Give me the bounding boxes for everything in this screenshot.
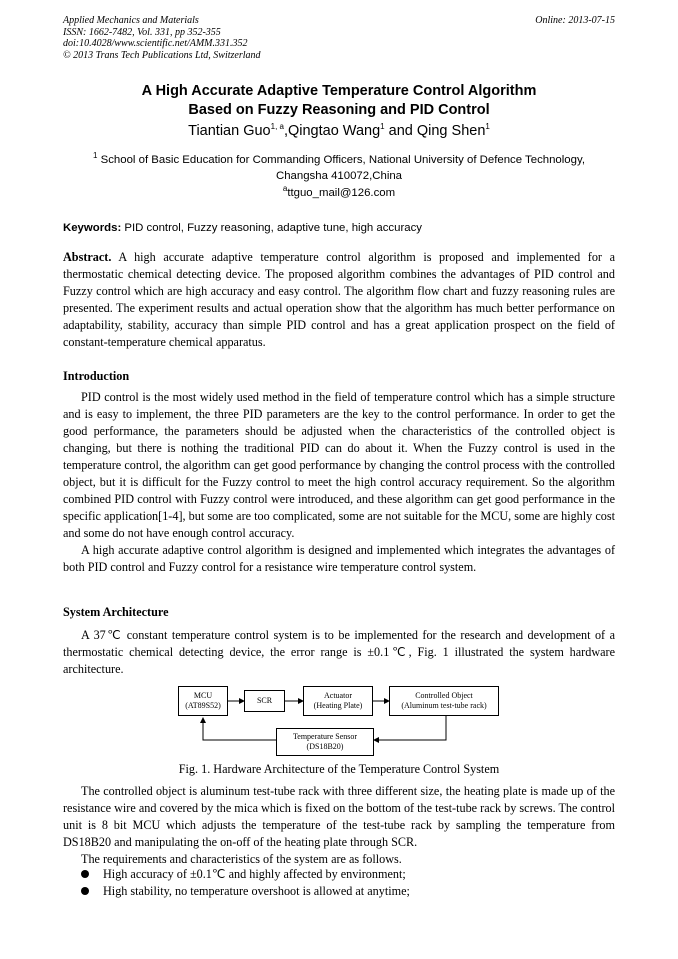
- keywords-label: Keywords:: [63, 222, 122, 234]
- author-3: and Qing Shen: [384, 123, 486, 139]
- requirement-1: High accuracy of ±0.1℃ and highly affected by environment;: [103, 867, 406, 881]
- author-1: Tiantian Guo: [188, 123, 271, 139]
- sensor-model: (DS18B20): [306, 742, 344, 751]
- list-item: [63, 883, 615, 900]
- keywords: [63, 222, 615, 234]
- scr-label: SCR: [256, 696, 273, 705]
- copyright-line: © 2013 Trans Tech Publications Ltd, Switzerland: [63, 49, 261, 61]
- journal-header: [63, 15, 261, 61]
- title-line-2: Based on Fuzzy Reasoning and PID Control: [188, 101, 490, 118]
- system-paragraph-3: The requirements and characteristics of the system are as follows.: [81, 852, 402, 866]
- affiliation: [63, 152, 615, 184]
- title-line-1: A High Accurate Adaptive Temperature Control Algorithm: [141, 83, 537, 99]
- introduction-heading: Introduction: [63, 369, 130, 383]
- actuator-block: [303, 686, 373, 716]
- author-email[interactable]: [0, 184, 678, 199]
- doi-line: doi:10.4028/www.scientific.net/AMM.331.352: [63, 38, 248, 49]
- email-sup: a: [282, 184, 288, 194]
- system-paragraph-1: A 37℃ constant temperature control system is to be implemented for the research and development of a thermostatic chemical detecting device, the error range is ±0.1℃, Fig. 1 illustrated the system hardware architecture.: [63, 628, 615, 676]
- author-2-sup: 1: [380, 122, 385, 132]
- author-list: [0, 123, 678, 139]
- affiliation-line-1: School of Basic Education for Commanding Officers, National University of Defence Technology,: [97, 154, 585, 166]
- arrow-object-sensor: [374, 716, 446, 740]
- introduction-paragraph-1: PID control is the most widely used method in the field of temperature control which has a simple structure and is easy to implement, the three PID parameters are the key to the control performance. In order to get the good performance, the parameters should be adjusted when the characteristics of the controlled object is changing, but there is nothing the traditional PID can do about it. When the Fuzzy control is used in the temperature control, the algorithm can get good performance by changing the control process with the controlled object, but it is difficult for the Fuzzy control to meet the high control accuracy requirement. So the algorithm combined PID control with Fuzzy control were introduced, and these algorithm can get good performance in the specific application[1-4], but some are too complicated, some are not suitable for the MCU, some are highly cost and some do not have enough control accuracy.: [63, 390, 615, 540]
- system-architecture-heading: System Architecture: [63, 605, 169, 619]
- author-3-sup: 1: [485, 122, 490, 132]
- journal-name: Applied Mechanics and Materials: [63, 15, 199, 26]
- bullet-dot-icon: [81, 887, 89, 895]
- controlled-object-detail: (Aluminum test-tube rack): [401, 701, 487, 710]
- arrow-sensor-mcu: [203, 718, 276, 740]
- online-date: Online: 2013-07-15: [535, 15, 615, 26]
- introduction-body: [63, 389, 615, 576]
- mcu-label: MCU: [193, 691, 213, 700]
- author-1-sup: 1, a: [270, 122, 284, 132]
- abstract: [63, 249, 615, 351]
- actuator-label: Actuator: [324, 691, 352, 700]
- email-address[interactable]: ttguo_mail@126.com: [287, 187, 396, 199]
- keywords-text: PID control, Fuzzy reasoning, adaptive tune, high accuracy: [121, 222, 422, 234]
- issn-line: ISSN: 1662-7482, Vol. 331, pp 352-355: [63, 26, 221, 38]
- actuator-detail: (Heating Plate): [313, 701, 363, 710]
- abstract-label: Abstract.: [63, 250, 112, 264]
- affiliation-sup: 1: [93, 151, 98, 161]
- controlled-object-block: [389, 686, 499, 716]
- sensor-label: Temperature Sensor: [292, 732, 358, 741]
- paper-title: [0, 82, 678, 119]
- system-architecture-body: [63, 627, 615, 678]
- temperature-sensor-block: [276, 728, 374, 756]
- author-2: ,Qingtao Wang: [283, 123, 381, 139]
- affiliation-line-2: Changsha 410072,China: [275, 170, 403, 182]
- system-architecture-continued: [63, 783, 615, 868]
- requirement-2: High stability, no temperature overshoot is allowed at anytime;: [103, 884, 410, 898]
- mcu-block: [178, 686, 228, 716]
- introduction-paragraph-2: A high accurate adaptive control algorithm is designed and implemented which integrates the advantages of both PID control and Fuzzy control for a resistance wire temperature control system.: [63, 543, 615, 574]
- requirements-list: [63, 866, 615, 900]
- system-paragraph-2: The controlled object is aluminum test-tube rack with three different size, the heating plate is made up of the resistance wire and covered by the mica which is fixed on the bottom of the test-tube rack by screws. The control unit is 8 bit MCU which adjusts the temperature of the test-tube rack by sampling the temperature from DS18B20 and manipulating the on-off of the heating plate through SCR.: [63, 784, 615, 849]
- bullet-dot-icon: [81, 870, 89, 878]
- list-item: [63, 866, 615, 883]
- mcu-model: (AT89S52): [185, 701, 221, 710]
- figure-1-diagram: [0, 680, 678, 760]
- abstract-text: A high accurate adaptive temperature control algorithm is proposed and implemented for a thermostatic chemical detecting device. The proposed algorithm combines the advantages of PID control and Fuzzy control which are high accuracy and easy control. The algorithm flow chart and fuzzy reasoning rules are presented. The experiment results and actual operation show that the algorithm has much better performance on adaptability, stability, accuracy than simple PID control and has a great application prospect on the field of constant-temperature chemical apparatus.: [63, 250, 615, 349]
- scr-block: [244, 690, 285, 712]
- controlled-object-label: Controlled Object: [415, 691, 473, 700]
- figure-1-caption: Fig. 1. Hardware Architecture of the Temperature Control System: [178, 762, 500, 776]
